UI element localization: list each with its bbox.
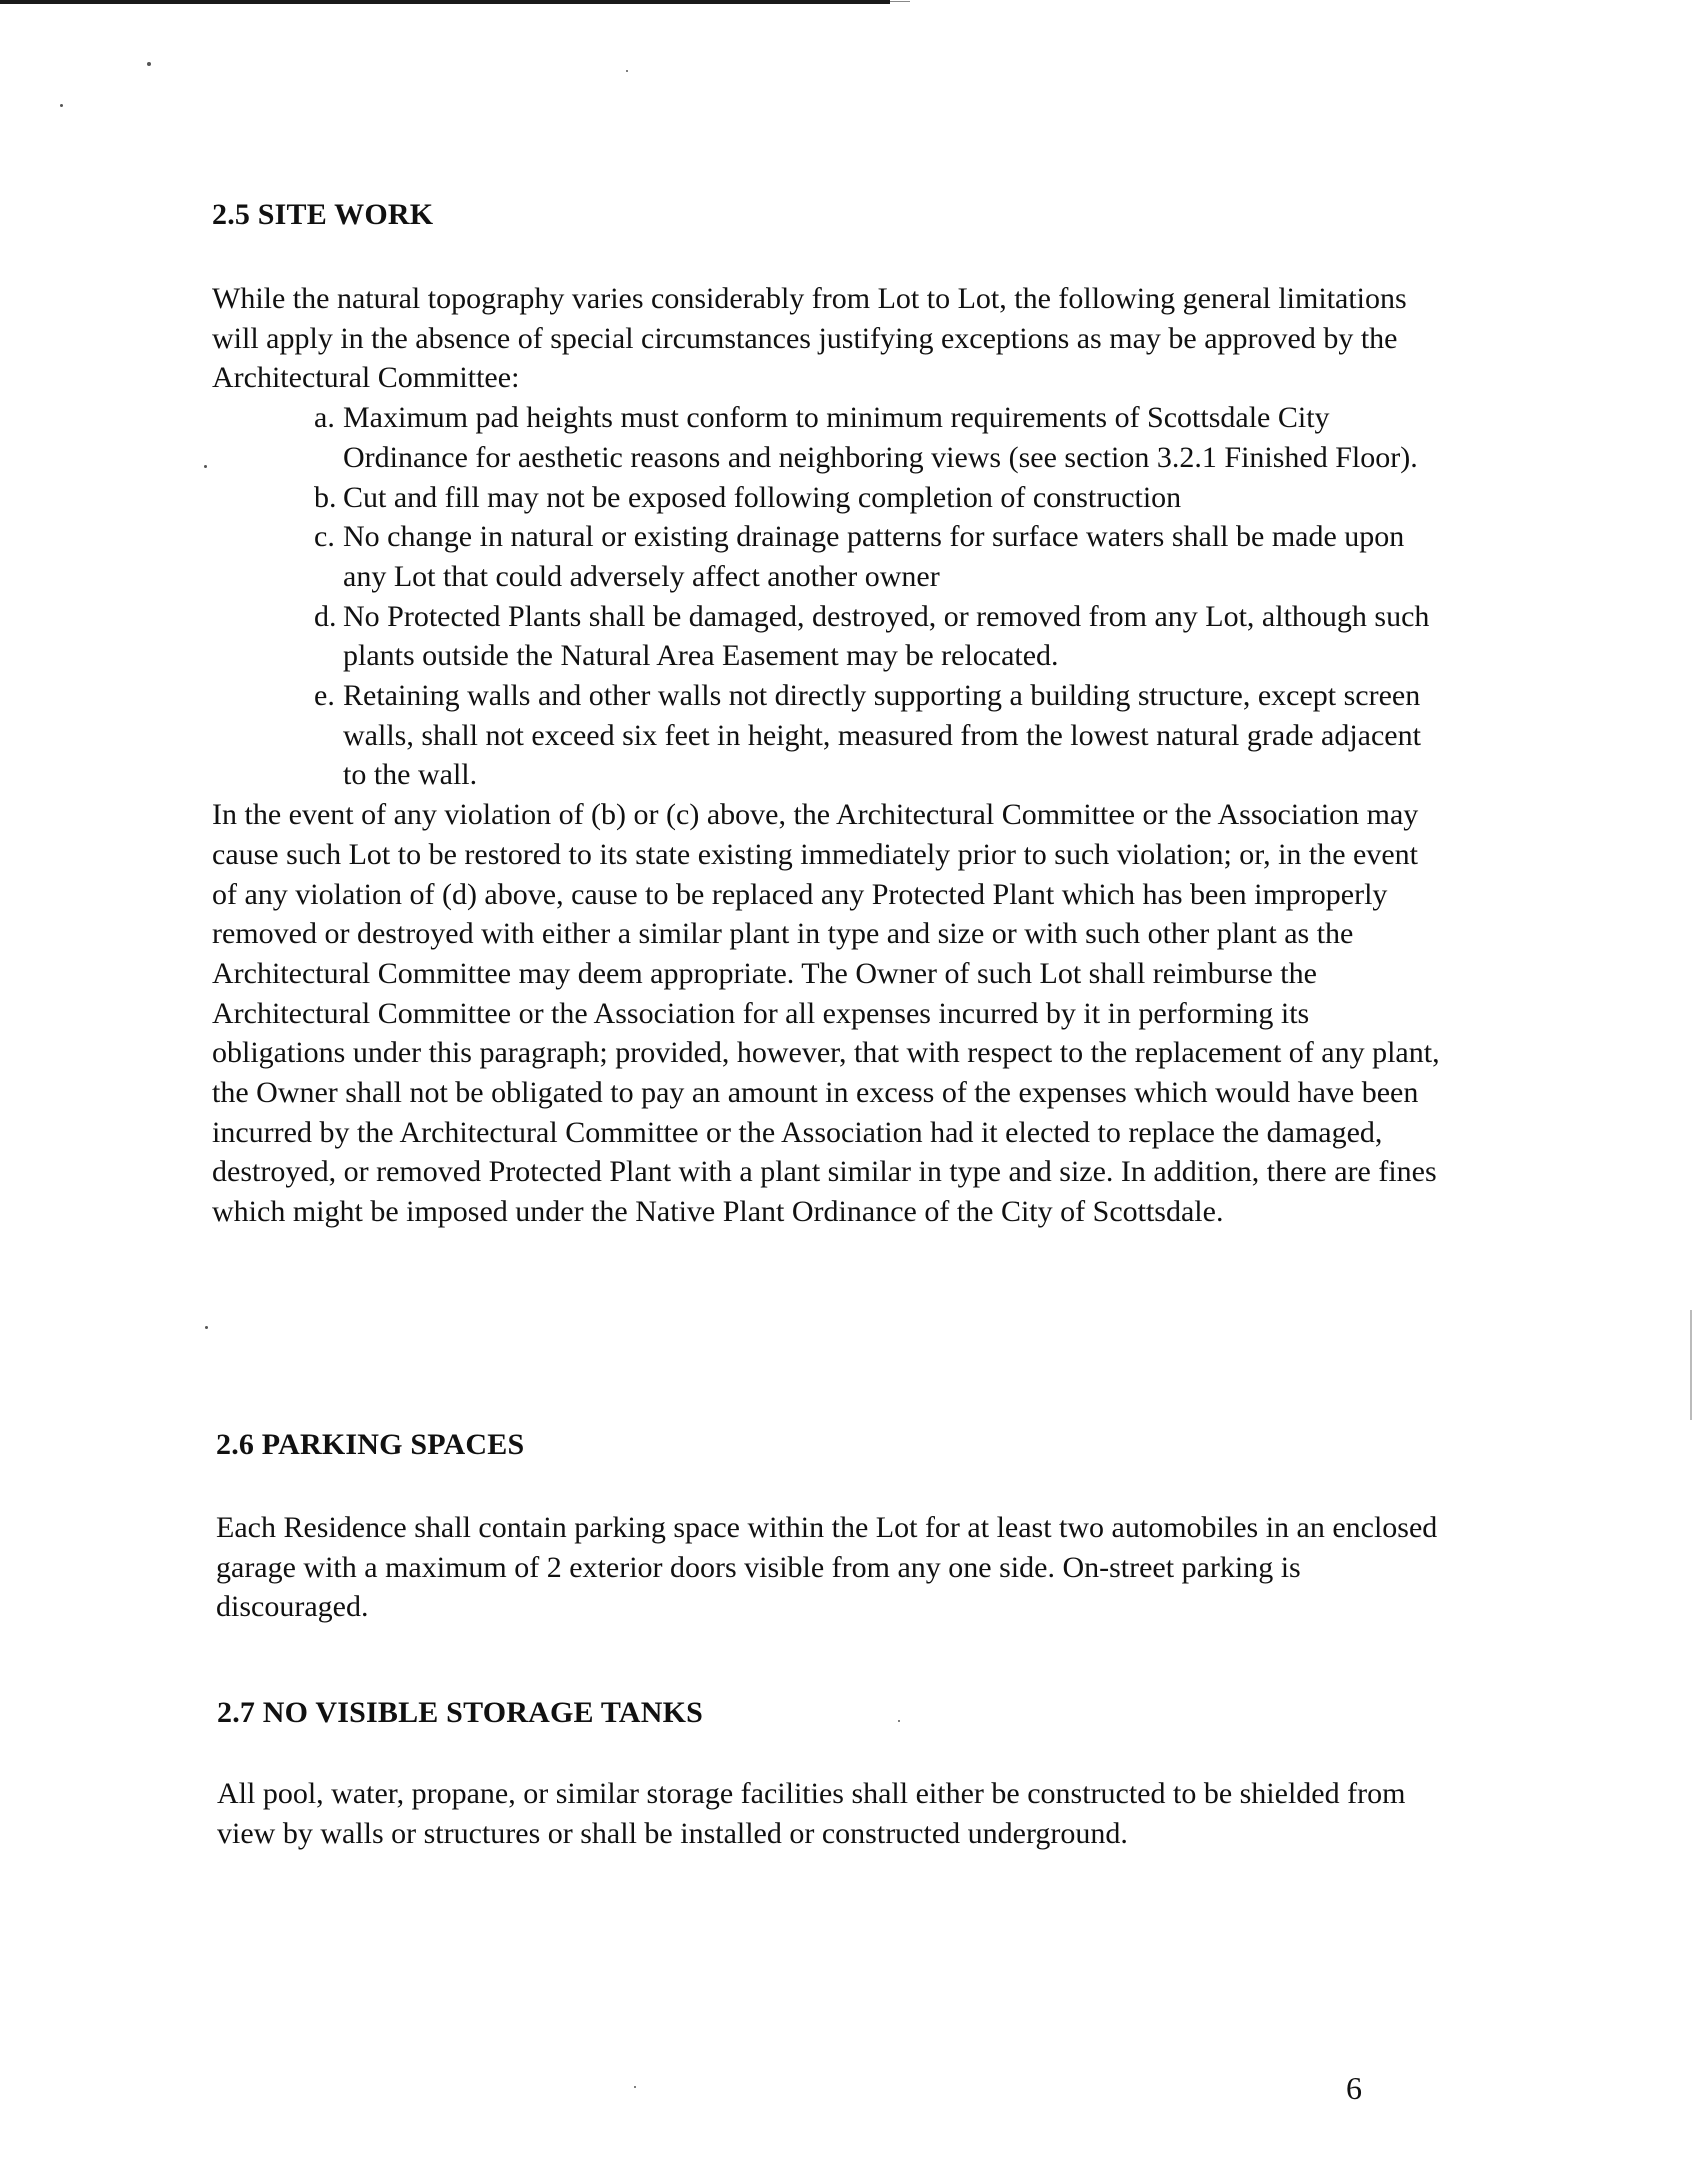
section-body-paragraph: Each Residence shall contain parking space within the Lot for at least two automobiles in an enclosed garage with a maximum of 2 exterior doors visible from any one side. On-street parking is discouraged.: [216, 1511, 1438, 1624]
scan-speck: [60, 104, 63, 107]
section-closing-paragraph: In the event of any violation of (b) or (c) above, the Architectural Committee or the Association may cause such Lot to be restored to its state existing immediately prior to such violation; or, in the event of any violation of (d) above, cause to be replaced any Protected Plant which has been improperly removed or destroyed with either a similar plant in type and size or with such other plant as the Architectural Committee may deem appropriate. The Owner of such Lot shall reimburse the Architectural Committee or the Association for all expenses incurred by it in performing its obligations under this paragraph; provided, however, that with respect to the replacement of any plant, the Owner shall not be obligated to pay an amount in excess of the expenses which would have been incurred by the Architectural Committee or the Association had it elected to replace the damaged, destroyed, or removed Protected Plant with a plant similar in type and size. In addition, there are fines which might be imposed under the Native Plant Ordinance of the City of Scottsdale.: [212, 798, 1440, 1229]
section-no-visible-storage-tanks: [217, 1693, 1447, 1853]
section-heading: 2.7 NO VISIBLE STORAGE TANKS: [217, 1696, 704, 1729]
list-item: [212, 517, 1442, 596]
scan-speck: [626, 70, 628, 72]
section-intro-paragraph: While the natural topography varies considerably from Lot to Lot, the following general limitations will apply in the absence of special circumstances justifying exceptions as may be approved by the Architectural Committee:: [212, 282, 1407, 395]
section-parking-spaces: [216, 1425, 1446, 1627]
list-marker: a.: [314, 401, 335, 435]
section-site-work: [212, 195, 1442, 1232]
list-item: [212, 597, 1442, 676]
scan-top-edge-rule: [0, 0, 890, 4]
section-heading: 2.6 PARKING SPACES: [216, 1428, 525, 1461]
list-item-text: Maximum pad heights must conform to minimum requirements of Scottsdale City Ordinance for aesthetic reasons and neighboring views (see section 3.2.1 Finished Floor).: [343, 401, 1418, 474]
scan-speck: [147, 62, 151, 66]
list-marker: b.: [314, 480, 337, 514]
list-item: [212, 676, 1442, 795]
scan-speck: [634, 2086, 636, 2088]
scan-right-edge-mark: [1690, 1310, 1692, 1420]
section-body-paragraph: All pool, water, propane, or similar storage facilities shall either be constructed to be shielded from view by walls or structures or shall be installed or constructed underground.: [217, 1777, 1406, 1850]
list-marker: d.: [314, 599, 337, 633]
scan-speck: [204, 465, 207, 468]
document-page: [212, 195, 1442, 1850]
page-number: 6: [1346, 2070, 1362, 2106]
list-item-text: No change in natural or existing drainage patterns for surface waters shall be made upon any Lot that could adversely affect another owner: [343, 520, 1405, 593]
scan-speck: [205, 1326, 208, 1329]
limitations-list: [212, 398, 1442, 795]
section-heading: 2.5 SITE WORK: [212, 198, 434, 231]
list-item: [212, 398, 1442, 477]
list-item-text: Cut and fill may not be exposed following completion of construction: [343, 480, 1182, 514]
list-item-text: Retaining walls and other walls not directly supporting a building structure, except screen walls, shall not exceed six feet in height, measured from the lowest natural grade adjacent to the wall.: [343, 679, 1421, 792]
list-item-text: No Protected Plants shall be damaged, destroyed, or removed from any Lot, although such plants outside the Natural Area Easement may be relocated.: [343, 599, 1430, 673]
list-marker: e.: [314, 679, 335, 713]
list-item: [212, 478, 1442, 518]
list-marker: c.: [314, 520, 335, 554]
scan-top-edge-fade: [890, 1, 910, 2]
